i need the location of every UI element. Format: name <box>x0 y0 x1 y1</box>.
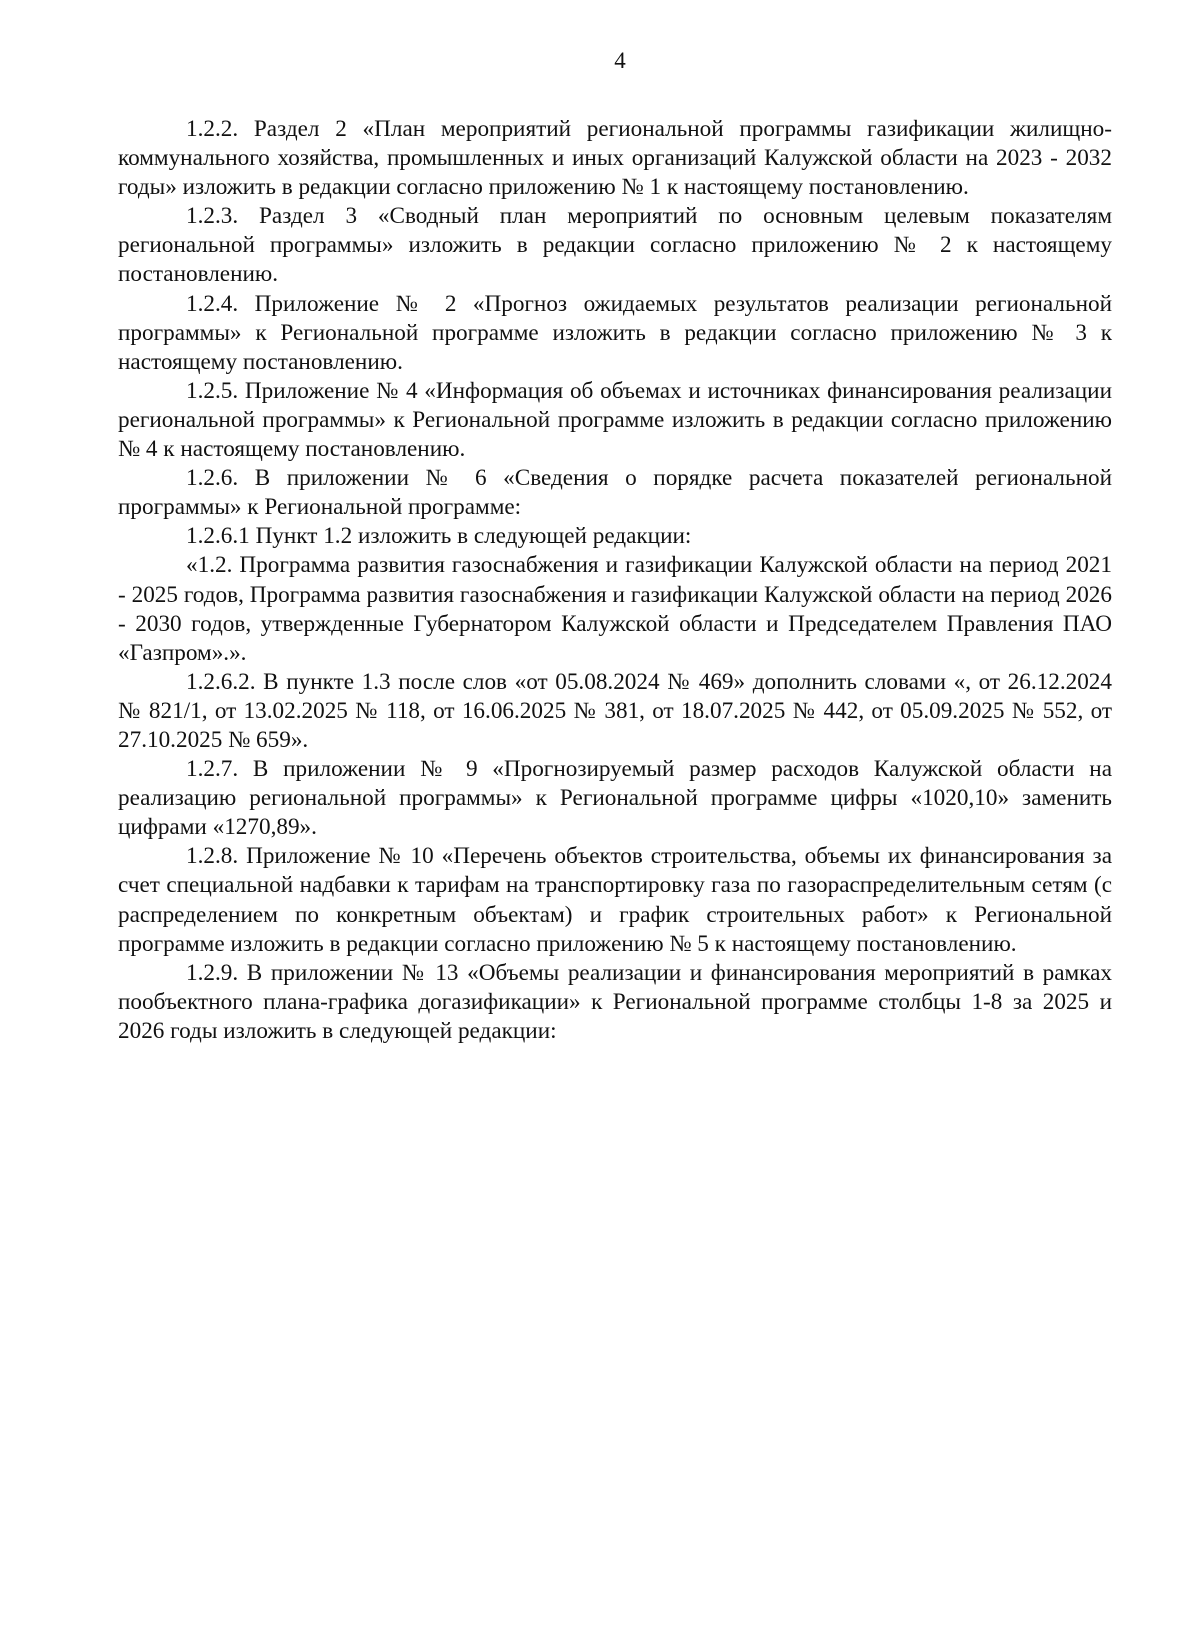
paragraph-1-2-8: 1.2.8. Приложение № 10 «Перечень объектов строительства, объемы их финансирования за счет специальной надбавки к тарифам на транспортировку газа по газораспределительным сетям (с распределением по конкретным объектам) и график строительных работ» к Региональной программе изложить в редакции согласно приложению № 5 к настоящему постановлению. <box>118 843 1112 957</box>
paragraph-1-2-5: 1.2.5. Приложение № 4 «Информация об объемах и источниках финансирования реализации региональной программы» к Региональной программе изложить в редакции согласно приложению № 4 к настоящему постановлению. <box>118 377 1112 463</box>
paragraph-1-2-7: 1.2.7. В приложении № 9 «Прогнозируемый размер расходов Калужской области на реализацию региональной программы» к Региональной программе цифры «1020,10» заменить цифрами «1270,89». <box>118 756 1112 841</box>
page-number: 4 <box>614 48 626 73</box>
paragraph-1-2-9: 1.2.9. В приложении № 13 «Объемы реализации и финансирования мероприятий в рамках пообъектного плана-графика догазификации» к Региональной программе столбцы 1-8 за 2025 и 2026 годы изложить в следующей редакции: <box>118 959 1112 1044</box>
paragraph-1-2-4: 1.2.4. Приложение № 2 «Прогноз ожидаемых результатов реализации региональной программы» к Региональной программе изложить в редакции согласно приложению № 3 к настоящему постановлению. <box>118 290 1112 375</box>
paragraph-quoted-1-2: «1.2. Программа развития газоснабжения и газификации Калужской области на период 2021 - 2025 годов, Программа развития газоснабжения и газификации Калужской области на период 2026 - 2030 годов, утвержденные Губернатором Калужской области и Председателем Правления ПАО «Газпром».». <box>118 552 1112 666</box>
paragraph-1-2-6-1: 1.2.6.1 Пункт 1.2 изложить в следующей редакции: <box>186 523 692 550</box>
document-body <box>118 115 1112 1046</box>
paragraph-1-2-2: 1.2.2. Раздел 2 «План мероприятий региональной программы газификации жилищно-коммунального хозяйства, промышленных и иных организаций Калужской области на 2023 - 2032 годы» изложить в редакции согласно приложению № 1 к настоящему постановлению. <box>118 116 1112 201</box>
paragraph-1-2-6-2: 1.2.6.2. В пункте 1.3 после слов «от 05.08.2024 № 469» дополнить словами «, от 26.12.2024 № 821/1, от 13.02.2025 № 118, от 16.06.2025 № 381, от 18.07.2025 № 442, от 05.09.2025 № 552, от 27.10.2025 № 659». <box>118 668 1112 753</box>
paragraph-1-2-6: 1.2.6. В приложении № 6 «Сведения о порядке расчета показателей региональной программы» к Региональной программе: <box>118 465 1112 521</box>
paragraph-1-2-3: 1.2.3. Раздел 3 «Сводный план мероприятий по основным целевым показателям региональной программы» изложить в редакции согласно приложению № 2 к настоящему постановлению. <box>118 203 1112 288</box>
